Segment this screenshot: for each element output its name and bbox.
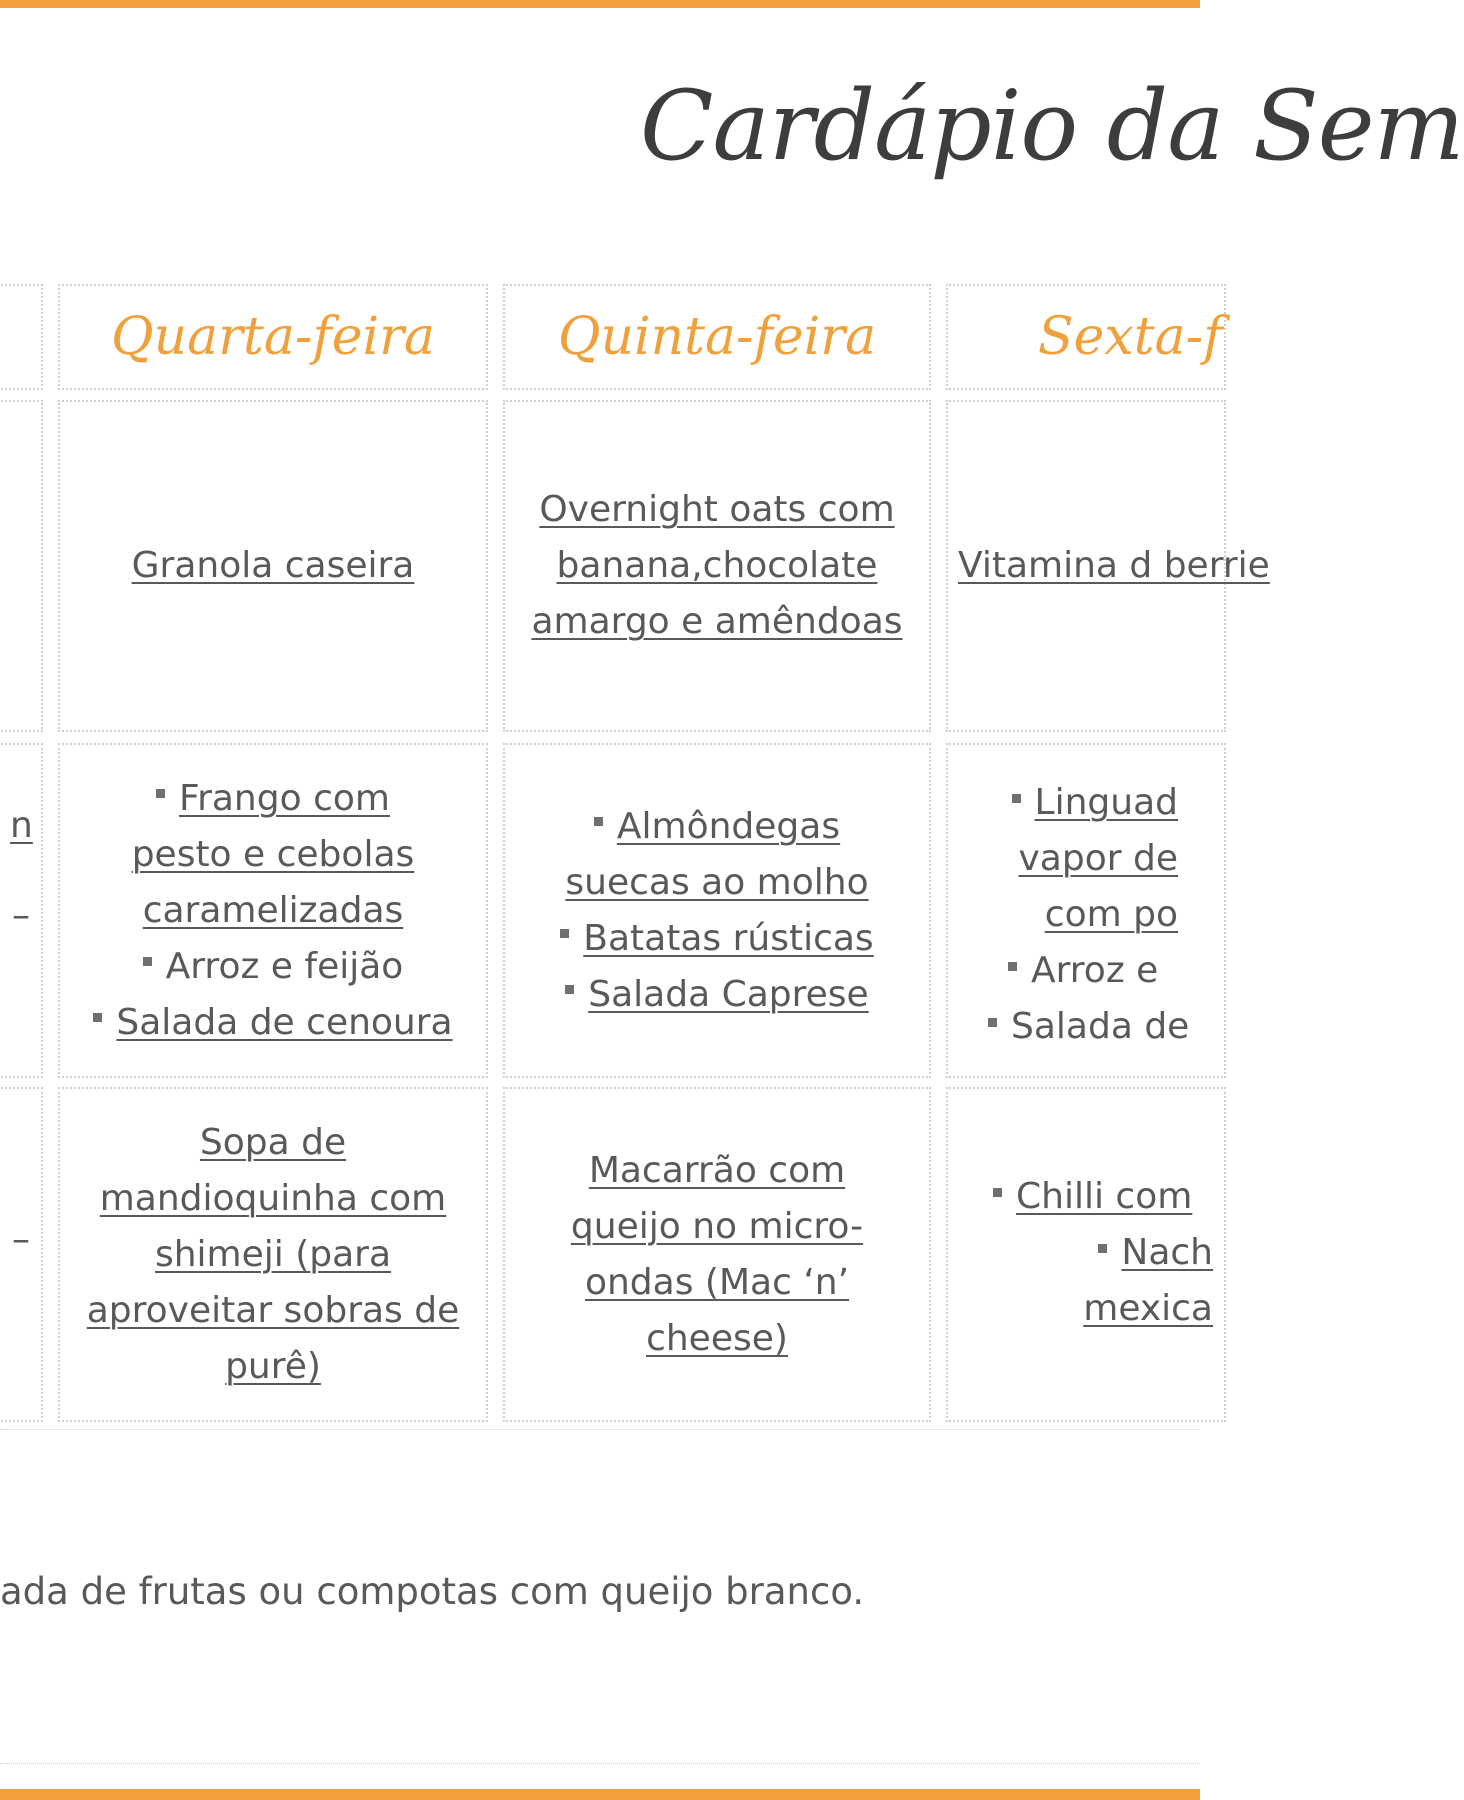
bullet-icon bbox=[993, 1188, 1002, 1197]
dinner-left-fragment: – bbox=[12, 1219, 30, 1260]
lunch-sexta-link-1[interactable]: Linguad vapor de com po bbox=[1018, 782, 1178, 935]
bullet-icon bbox=[143, 957, 152, 966]
lunch-quarta-link-3[interactable]: Salada de cenoura bbox=[116, 1001, 453, 1043]
day-header-left-partial bbox=[0, 284, 43, 390]
dinner-sexta-link-1[interactable]: Chilli com bbox=[1016, 1176, 1193, 1217]
lunch-left-fragment-top: n bbox=[10, 805, 33, 846]
lunch-quarta-text-2: Arroz e feijão bbox=[165, 945, 404, 987]
lunch-quinta-item bbox=[552, 967, 882, 1023]
dinner-quarta-text[interactable]: Sopa de mandioquinha com shimeji (para aproveitar sobras de purê) bbox=[86, 1121, 460, 1387]
lunch-quarta-item bbox=[108, 771, 438, 939]
bullet-icon bbox=[988, 1018, 997, 1027]
bullet-icon bbox=[560, 929, 569, 938]
bullet-icon bbox=[1008, 962, 1017, 971]
table-bottom-rule bbox=[0, 1429, 1200, 1430]
lunch-quinta-link-1[interactable]: Almôndegas suecas ao molho bbox=[565, 805, 869, 903]
lunch-sexta-text-2: Arroz e bbox=[1031, 950, 1159, 991]
dinner-sexta bbox=[946, 1087, 1226, 1422]
lunch-left-partial bbox=[0, 743, 43, 1078]
lunch-quinta-item bbox=[552, 911, 882, 967]
lunch-sexta-list bbox=[988, 775, 1189, 1055]
day-header-quarta bbox=[58, 284, 488, 390]
day-header-sexta bbox=[946, 284, 1226, 390]
dinner-quinta-text[interactable]: Macarrão com queijo no micro-ondas (Mac ‘n’ cheese) bbox=[570, 1149, 864, 1359]
breakfast-quarta bbox=[58, 400, 488, 732]
lunch-quinta-link-2[interactable]: Batatas rústicas bbox=[583, 917, 874, 959]
dinner-quarta bbox=[58, 1087, 488, 1422]
lunch-sexta-item bbox=[978, 775, 1178, 943]
day-label-quarta: Quarta-feira bbox=[111, 307, 435, 367]
breakfast-left-partial bbox=[0, 400, 43, 732]
bullet-icon bbox=[1098, 1244, 1107, 1253]
bottom-accent-bar bbox=[0, 1789, 1200, 1800]
breakfast-quarta-text[interactable]: Granola caseira bbox=[131, 545, 415, 586]
lunch-sexta bbox=[946, 743, 1226, 1078]
lunch-sexta-item bbox=[988, 999, 1189, 1055]
dinner-sexta-list bbox=[993, 1169, 1213, 1337]
bullet-icon bbox=[1012, 794, 1021, 803]
lunch-sexta-text-3: Salada de bbox=[1011, 1006, 1190, 1047]
day-label-sexta: Sexta-f bbox=[1038, 307, 1223, 367]
page-title: Cardápio da Sem bbox=[640, 70, 1464, 182]
top-accent-bar bbox=[0, 0, 1200, 8]
lunch-quarta-list bbox=[93, 771, 452, 1051]
bullet-icon bbox=[156, 789, 165, 798]
dinner-sexta-item bbox=[1053, 1225, 1213, 1337]
bullet-icon bbox=[565, 985, 574, 994]
lunch-quarta-item bbox=[93, 995, 452, 1051]
breakfast-sexta bbox=[946, 400, 1270, 732]
lunch-sexta-item bbox=[1008, 943, 1189, 999]
footer-note: ada de frutas ou compotas com queijo branco. bbox=[0, 1570, 865, 1613]
day-header-quinta bbox=[503, 284, 931, 390]
dinner-quinta bbox=[503, 1087, 931, 1422]
lunch-quinta-link-3[interactable]: Salada Caprese bbox=[588, 973, 869, 1015]
bottom-dotted-rule bbox=[0, 1763, 1200, 1764]
bullet-icon bbox=[93, 1013, 102, 1022]
lunch-quinta-list bbox=[552, 799, 882, 1023]
breakfast-sexta-text[interactable]: Vitamina d berrie bbox=[958, 545, 1270, 586]
lunch-quinta-item bbox=[552, 799, 882, 911]
lunch-quarta-link-1[interactable]: Frango com pesto e cebolas caramelizadas bbox=[131, 777, 415, 931]
dinner-sexta-link-2[interactable]: Nach mexica bbox=[1083, 1232, 1213, 1329]
lunch-left-fragment-mid: – bbox=[12, 895, 30, 936]
dinner-sexta-item bbox=[993, 1169, 1213, 1225]
lunch-quarta-item bbox=[93, 939, 452, 995]
lunch-quarta bbox=[58, 743, 488, 1078]
breakfast-quinta-text[interactable]: Overnight oats com banana,chocolate amargo e amêndoas bbox=[531, 489, 903, 642]
dinner-left-partial bbox=[0, 1087, 43, 1422]
lunch-quinta bbox=[503, 743, 931, 1078]
bullet-icon bbox=[594, 817, 603, 826]
day-label-quinta: Quinta-feira bbox=[557, 307, 877, 367]
breakfast-quinta bbox=[503, 400, 931, 732]
